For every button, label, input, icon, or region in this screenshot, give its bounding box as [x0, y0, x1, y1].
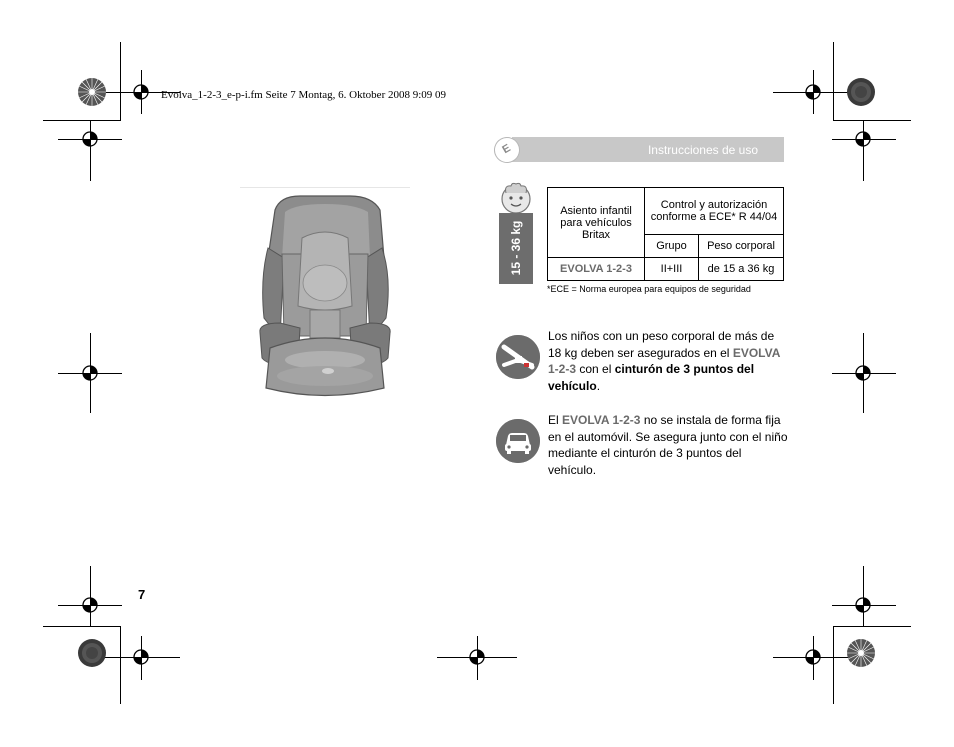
table-cell-weight: de 15 a 36 kg — [699, 258, 784, 281]
registration-mark-icon — [851, 593, 875, 617]
belt-notice-text — [548, 328, 788, 394]
color-rosette-icon — [846, 77, 876, 107]
registration-mark-icon — [129, 645, 153, 669]
car-notice-text — [548, 412, 788, 478]
crop-line — [833, 42, 834, 120]
section-title: Instrucciones de uso — [647, 143, 758, 157]
registration-mark-icon — [78, 361, 102, 385]
table-header-weight: Peso corporal — [699, 235, 784, 258]
registration-mark-icon — [801, 80, 825, 104]
car-notice-part: El — [548, 413, 563, 427]
belt-notice-bold: cinturón de 3 puntos del vehículo — [548, 362, 755, 393]
approval-table — [547, 187, 784, 281]
table-header-control: Control y autorización conforme a ECE* R 44/04 — [645, 188, 784, 235]
table-header-group: Grupo — [645, 235, 699, 258]
crop-line — [833, 626, 911, 627]
car-seat-photo — [240, 187, 410, 407]
section-header-bar — [512, 137, 784, 162]
table-header-seat: Asiento infantil para vehículos Britax — [548, 188, 645, 258]
table-cell-group: II+III — [645, 258, 699, 281]
seatbelt-icon — [496, 335, 540, 379]
table-footnote: *ECE = Norma europea para equipos de seguridad — [547, 284, 751, 294]
car-notice-brand: EVOLVA 1-2-3 — [562, 413, 641, 427]
baby-face-icon — [498, 181, 534, 215]
registration-mark-icon — [78, 127, 102, 151]
crop-line — [43, 120, 121, 121]
table-cell-seat: EVOLVA 1-2-3 — [548, 258, 645, 281]
color-rosette-icon — [77, 638, 107, 668]
crop-line — [43, 626, 121, 627]
weight-range-label: 15 - 36 kg — [509, 220, 523, 276]
belt-notice-part: Los niños con un peso corporal de más de 18 kg deben ser asegurados en el — [548, 329, 775, 360]
belt-notice-part: . — [596, 378, 601, 393]
belt-notice-brand: EVOLVA 1-2-3 — [548, 345, 780, 376]
car-notice-part: no se instala de forma fija en el automóvil. Se asegura junto con el niño mediante el cinturón de 3 puntos del vehículo. — [548, 413, 788, 477]
crop-line — [833, 626, 834, 704]
belt-notice-part: con el — [576, 362, 615, 376]
color-rosette-icon — [77, 77, 107, 107]
page-number: 7 — [138, 587, 146, 602]
registration-mark-icon — [851, 127, 875, 151]
language-badge: E — [489, 132, 525, 168]
crop-line — [833, 120, 911, 121]
registration-mark-icon — [78, 593, 102, 617]
registration-mark-icon — [465, 645, 489, 669]
table-row — [548, 258, 784, 281]
crop-line — [120, 42, 121, 120]
crop-line — [120, 626, 121, 704]
registration-mark-icon — [129, 80, 153, 104]
car-icon — [496, 419, 540, 463]
registration-mark-icon — [801, 645, 825, 669]
color-rosette-icon — [846, 638, 876, 668]
print-file-info: Evolva_1-2-3_e-p-i.fm Seite 7 Montag, 6. Oktober 2008 9:09 09 — [161, 89, 447, 101]
registration-mark-icon — [851, 361, 875, 385]
weight-range-tab — [499, 213, 533, 284]
